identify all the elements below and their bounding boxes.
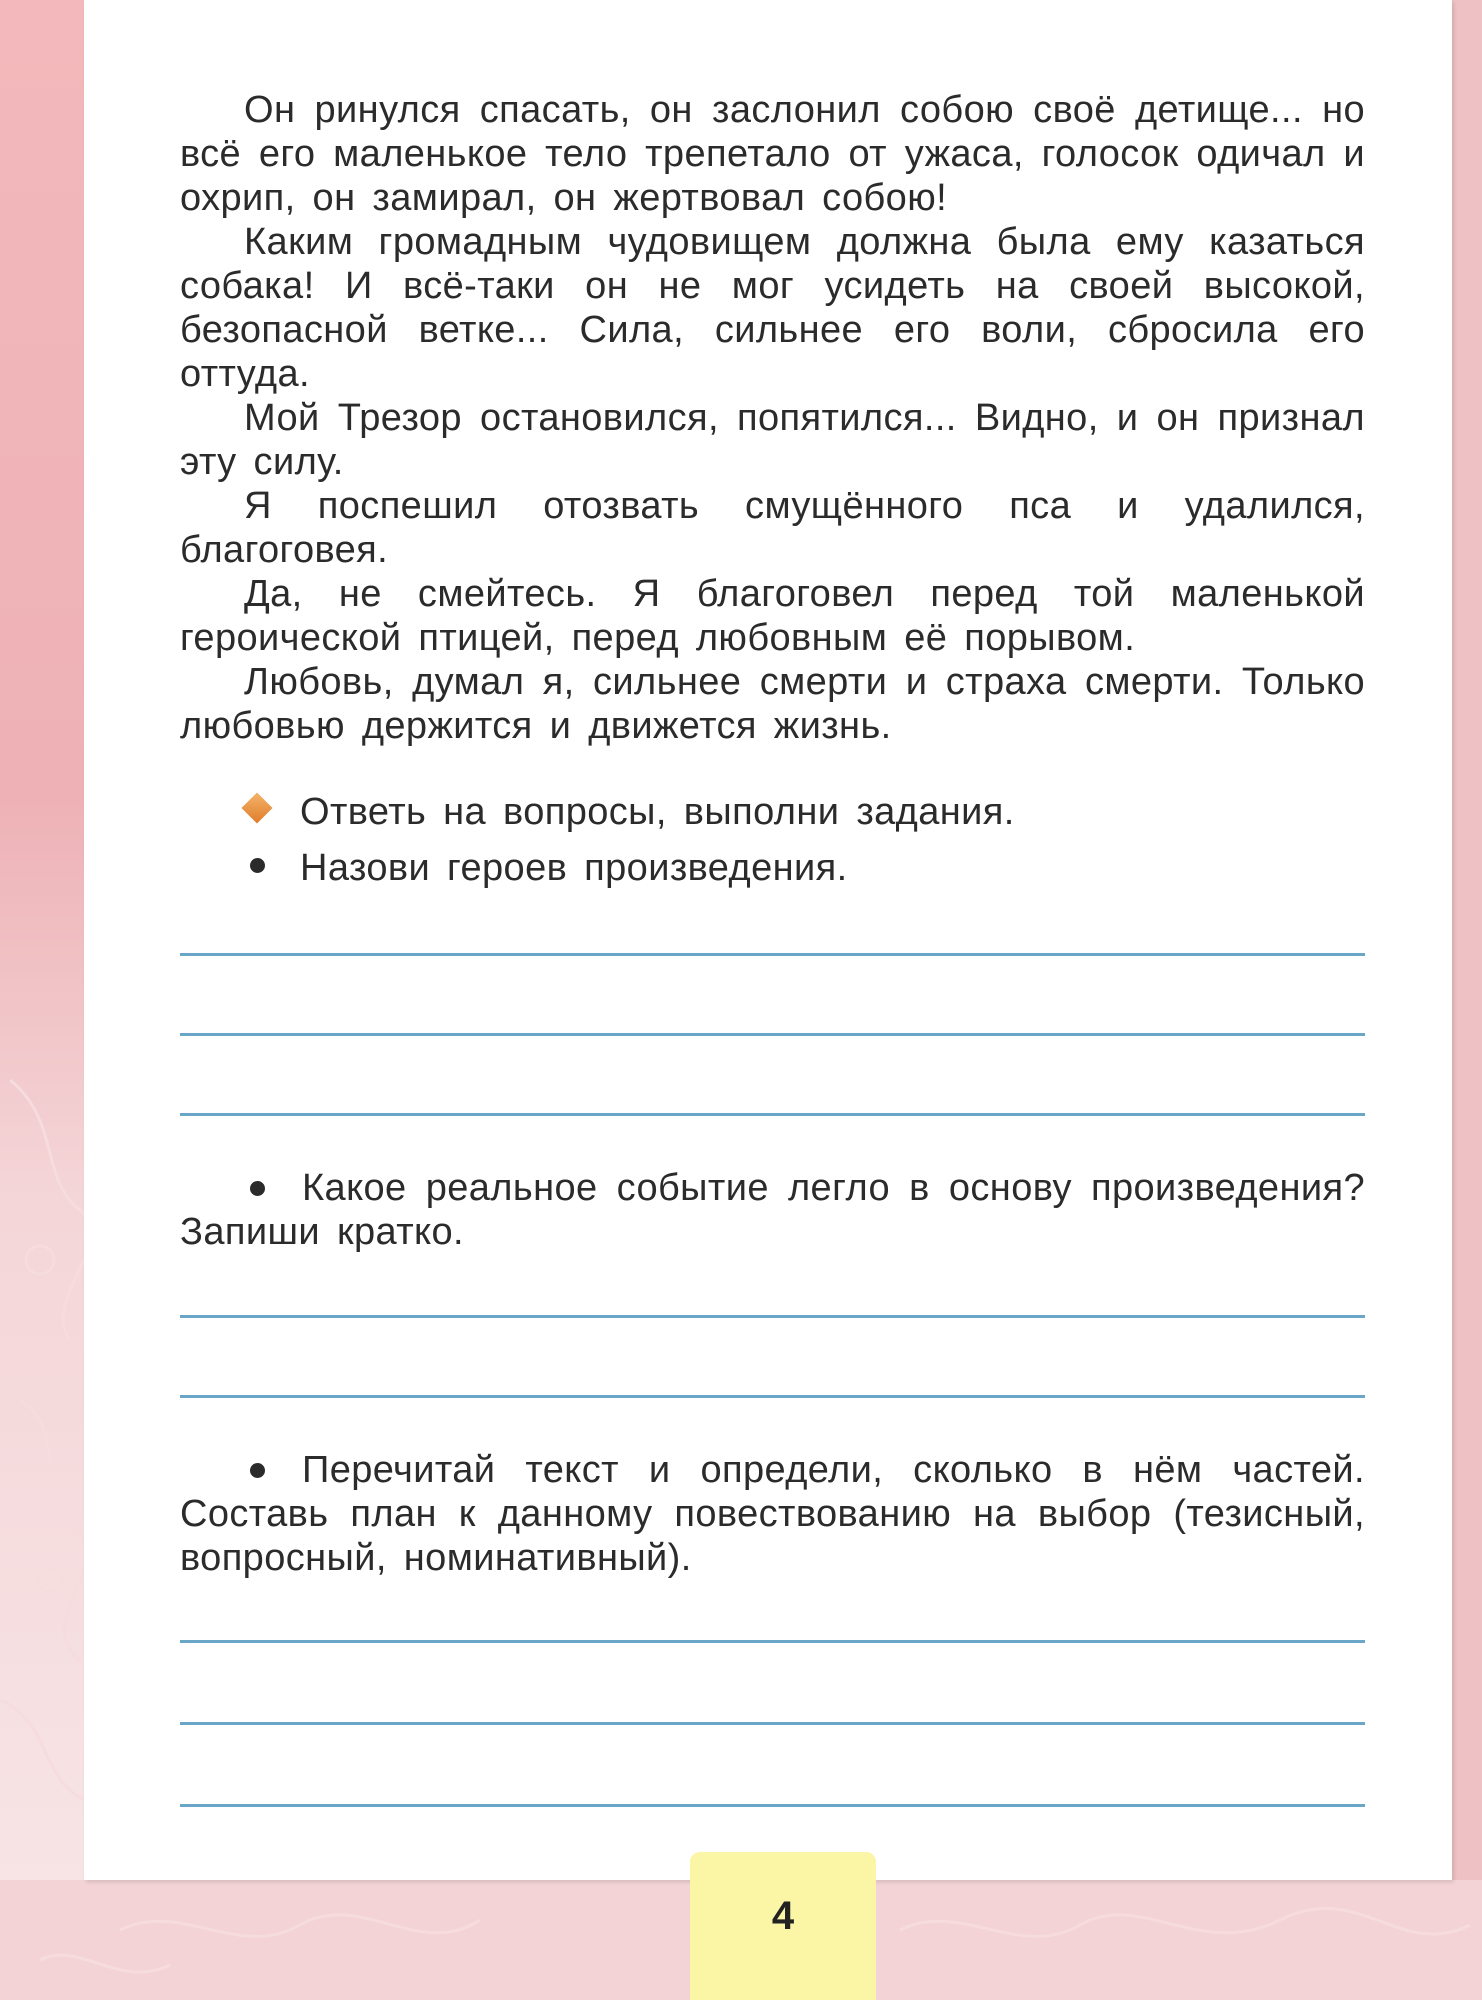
bullet-icon (250, 858, 265, 873)
story-text (180, 88, 1365, 748)
story-paragraph: Да, не смейтесь. Я благоговел перед той маленькой героической птицей, перед любовным её порывом. (180, 573, 1365, 659)
page-number-tab (690, 1852, 876, 2000)
question-3-text: Перечитай текст и определи, сколько в нём частей. Составь план к данному повествованию на выбор (тезисный, вопросный, номинативный). (180, 1449, 1365, 1579)
question-1-text: Назови героев произведения. (300, 847, 848, 889)
story-paragraph: Я поспешил отозвать смущённого пса и удалился, благоговея. (180, 485, 1365, 571)
answer-line-q3[interactable] (180, 1640, 1365, 1643)
tasks-heading: Ответь на вопросы, выполни задания. (300, 791, 1015, 833)
story-paragraph: Каким громадным чудовищем должна была ему казаться собака! И всё-таки он не мог усидеть на своей высокой, безопасной ветке... Сила, сильнее его воли, сбросила его оттуда. (180, 221, 1365, 395)
story-paragraph: Любовь, думал я, сильнее смерти и страха смерти. Только любовью держится и движется жизнь. (180, 661, 1365, 747)
question-2-text: Какое реальное событие легло в основу произведения? Запиши кратко. (180, 1167, 1365, 1253)
answer-line-q3[interactable] (180, 1722, 1365, 1725)
page-number: 4 (771, 1894, 795, 1938)
story-paragraph: Мой Трезор остановился, попятился... Видно, и он признал эту силу. (180, 397, 1365, 483)
answer-line-q1[interactable] (180, 953, 1365, 956)
answer-line-q1[interactable] (180, 1033, 1365, 1036)
answer-line-q3[interactable] (180, 1804, 1365, 1807)
story-paragraph: Он ринулся спасать, он заслонил собою своё детище... но всё его маленькое тело трепетало от ужаса, голосок одичал и охрип, он замирал, он жертвовал собою! (180, 89, 1365, 219)
answer-line-q1[interactable] (180, 1113, 1365, 1116)
answer-line-q2[interactable] (180, 1315, 1365, 1318)
answer-line-q2[interactable] (180, 1395, 1365, 1398)
